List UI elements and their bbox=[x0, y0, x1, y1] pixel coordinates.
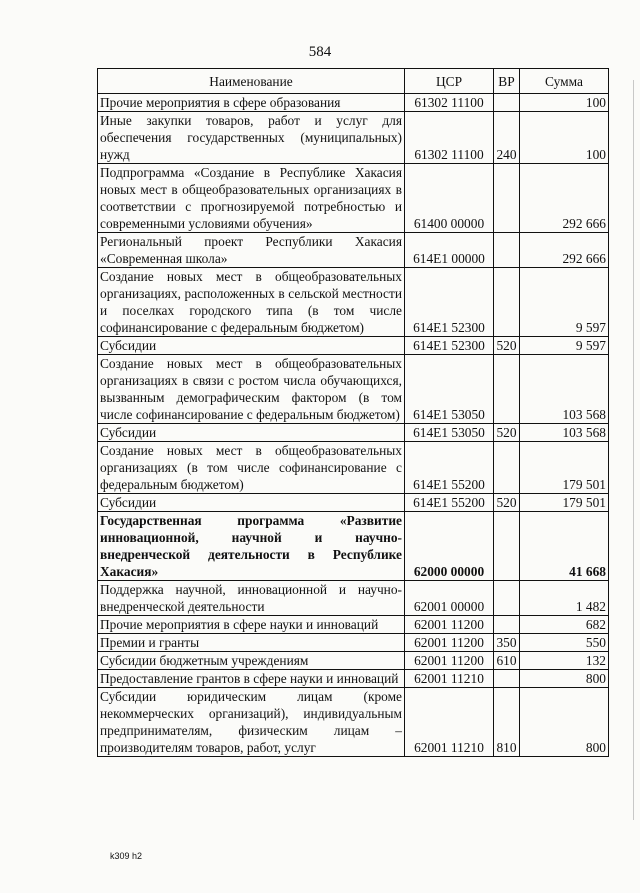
row-name: Создание новых мест в общеобразовательных организациях (в том числе софинансирование с федеральным бюджетом) bbox=[98, 442, 405, 494]
row-name: Создание новых мест в общеобразовательных организациях, расположенных в сельской местности и поселках городского типа (в том числе софинансирование с федеральным бюджетом) bbox=[98, 268, 405, 337]
row-amount: 179 501 bbox=[520, 442, 609, 494]
row-name: Прочие мероприятия в сфере образования bbox=[98, 94, 405, 112]
row-name: Субсидии bbox=[98, 494, 405, 512]
row-name: Региональный проект Республики Хакасия «Современная школа» bbox=[98, 233, 405, 268]
table-row bbox=[98, 94, 609, 112]
table-row bbox=[98, 581, 609, 616]
row-csr: 614E1 00000 bbox=[405, 233, 494, 268]
row-vr bbox=[494, 442, 520, 494]
row-amount: 800 bbox=[520, 688, 609, 757]
row-name: Подпрограмма «Создание в Республике Хакасия новых мест в общеобразовательных организациях в соответствии с прогнозируемой потребностью и современными условиями обучения» bbox=[98, 164, 405, 233]
row-vr bbox=[494, 94, 520, 112]
row-csr: 614E1 53050 bbox=[405, 355, 494, 424]
table-row bbox=[98, 112, 609, 164]
table-row bbox=[98, 652, 609, 670]
table-row bbox=[98, 164, 609, 233]
row-amount: 100 bbox=[520, 112, 609, 164]
row-amount: 103 568 bbox=[520, 355, 609, 424]
row-amount: 103 568 bbox=[520, 424, 609, 442]
row-csr: 62001 11210 bbox=[405, 670, 494, 688]
row-name: Поддержка научной, инновационной и научно-внедренческой деятельности bbox=[98, 581, 405, 616]
row-csr: 61302 11100 bbox=[405, 94, 494, 112]
row-csr: 62001 11200 bbox=[405, 652, 494, 670]
row-vr: 520 bbox=[494, 494, 520, 512]
row-csr: 62001 11200 bbox=[405, 634, 494, 652]
row-amount: 9 597 bbox=[520, 337, 609, 355]
row-vr bbox=[494, 164, 520, 233]
row-name: Государственная программа «Развитие инновационной, научной и научно-внедренческой деятельности в Республике Хакасия» bbox=[98, 512, 405, 581]
row-name: Прочие мероприятия в сфере науки и инноваций bbox=[98, 616, 405, 634]
header-csr: ЦСР bbox=[405, 69, 494, 94]
table-row bbox=[98, 616, 609, 634]
row-name: Субсидии бюджетным учреждениям bbox=[98, 652, 405, 670]
table-row bbox=[98, 337, 609, 355]
row-csr: 62000 00000 bbox=[405, 512, 494, 581]
page-number: 584 bbox=[308, 44, 332, 60]
row-name: Субсидии юридическим лицам (кроме некоммерческих организаций), индивидуальным предпринимателям, физическим лицам – производителям товаров, работ, услуг bbox=[98, 688, 405, 757]
table-row bbox=[98, 512, 609, 581]
row-amount: 179 501 bbox=[520, 494, 609, 512]
row-amount: 292 666 bbox=[520, 233, 609, 268]
row-vr: 240 bbox=[494, 112, 520, 164]
row-amount: 9 597 bbox=[520, 268, 609, 337]
row-csr: 614E1 55200 bbox=[405, 442, 494, 494]
row-csr: 61302 11100 bbox=[405, 112, 494, 164]
row-vr bbox=[494, 268, 520, 337]
table-row bbox=[98, 233, 609, 268]
row-amount: 1 482 bbox=[520, 581, 609, 616]
table-row bbox=[98, 688, 609, 757]
row-name: Иные закупки товаров, работ и услуг для обеспечения государственных (муниципальных) нужд bbox=[98, 112, 405, 164]
row-csr: 614E1 55200 bbox=[405, 494, 494, 512]
row-vr bbox=[494, 233, 520, 268]
row-vr bbox=[494, 355, 520, 424]
row-csr: 614E1 52300 bbox=[405, 268, 494, 337]
header-vr: ВР bbox=[494, 69, 520, 94]
table-row bbox=[98, 634, 609, 652]
table-row bbox=[98, 424, 609, 442]
row-amount: 550 bbox=[520, 634, 609, 652]
row-amount: 100 bbox=[520, 94, 609, 112]
row-amount: 292 666 bbox=[520, 164, 609, 233]
row-amount: 682 bbox=[520, 616, 609, 634]
row-vr: 520 bbox=[494, 337, 520, 355]
row-vr: 350 bbox=[494, 634, 520, 652]
header-amount: Сумма bbox=[520, 69, 609, 94]
table-row bbox=[98, 442, 609, 494]
table-header-row bbox=[98, 69, 609, 94]
footer-mark: k309 h2 bbox=[110, 851, 143, 861]
row-amount: 132 bbox=[520, 652, 609, 670]
row-vr bbox=[494, 616, 520, 634]
row-vr bbox=[494, 512, 520, 581]
row-amount: 41 668 bbox=[520, 512, 609, 581]
row-vr bbox=[494, 670, 520, 688]
table-row bbox=[98, 355, 609, 424]
row-name: Предоставление грантов в сфере науки и инноваций bbox=[98, 670, 405, 688]
row-csr: 62001 11200 bbox=[405, 616, 494, 634]
row-vr: 610 bbox=[494, 652, 520, 670]
row-vr bbox=[494, 581, 520, 616]
row-name: Субсидии bbox=[98, 424, 405, 442]
row-name: Субсидии bbox=[98, 337, 405, 355]
table-row bbox=[98, 494, 609, 512]
row-name: Создание новых мест в общеобразовательных организациях в связи с ростом числа обучающихся, вызванным демографическим фактором (в том числе софинансирование с федеральным бюджетом) bbox=[98, 355, 405, 424]
row-csr: 614E1 52300 bbox=[405, 337, 494, 355]
table-row bbox=[98, 670, 609, 688]
row-csr: 61400 00000 bbox=[405, 164, 494, 233]
row-amount: 800 bbox=[520, 670, 609, 688]
header-name: Наименование bbox=[98, 69, 405, 94]
row-csr: 62001 00000 bbox=[405, 581, 494, 616]
row-vr: 810 bbox=[494, 688, 520, 757]
budget-table bbox=[97, 68, 609, 757]
row-csr: 614E1 53050 bbox=[405, 424, 494, 442]
row-csr: 62001 11210 bbox=[405, 688, 494, 757]
scan-edge-line bbox=[633, 80, 634, 820]
row-vr: 520 bbox=[494, 424, 520, 442]
row-name: Премии и гранты bbox=[98, 634, 405, 652]
table-row bbox=[98, 268, 609, 337]
